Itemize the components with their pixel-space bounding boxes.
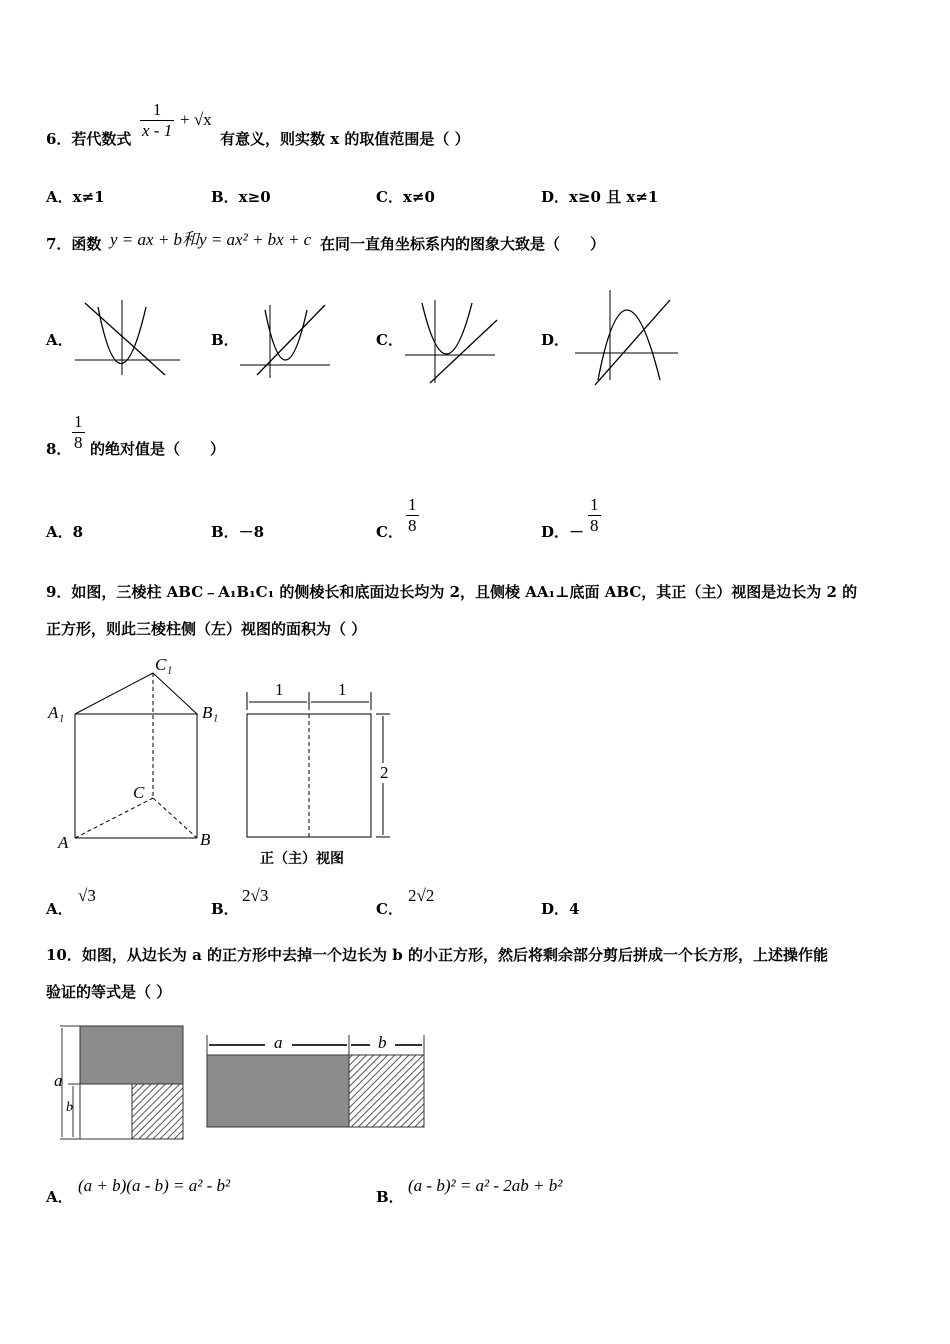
q9-front-view-figure bbox=[240, 680, 400, 840]
q6-fraction-den: x - 1 bbox=[142, 121, 173, 140]
q6-option-a[interactable]: A．x≠1 bbox=[46, 188, 105, 206]
q8-option-a[interactable]: A．8 bbox=[46, 523, 84, 541]
q9-dim-2: 2 bbox=[380, 763, 389, 782]
q8-text: 的绝对值是（ ） bbox=[90, 440, 226, 458]
q10-label-a-right: a bbox=[274, 1033, 283, 1052]
q7-option-a[interactable]: A． bbox=[46, 331, 73, 349]
q9-option-b-value: 2√3 bbox=[242, 886, 269, 905]
q7-option-c[interactable]: C． bbox=[376, 331, 403, 349]
q7-graph-b bbox=[235, 300, 335, 380]
q9-option-c-value: 2√2 bbox=[408, 886, 435, 905]
q8-option-c[interactable]: C． bbox=[376, 523, 403, 541]
q7-number: 7．函数 bbox=[46, 235, 102, 253]
q7-text: 在同一直角坐标系内的图象大致是（ ） bbox=[320, 235, 606, 253]
q6-option-c[interactable]: C．x≠0 bbox=[376, 188, 435, 206]
q9-label-c1: C₁ bbox=[155, 655, 173, 674]
q8-fraction-den: 8 bbox=[74, 433, 83, 452]
q6-fraction-num: 1 bbox=[152, 100, 162, 119]
q9-option-b[interactable]: B． bbox=[211, 900, 239, 918]
q8-fraction-num: 1 bbox=[74, 412, 83, 431]
q9-line1: 9．如图，三棱柱 ABC﹣A₁B₁C₁ 的侧棱长和底面边长均为 2，且侧棱 AA₁⊥底面 ABC，其正（主）视图是边长为 2 的 bbox=[46, 583, 858, 601]
q10-option-a[interactable]: A． bbox=[46, 1188, 73, 1206]
q10-rectangle-figure bbox=[200, 1030, 430, 1130]
q9-dim-1a: 1 bbox=[275, 680, 284, 699]
q6-text: 有意义，则实数 x 的取值范围是（ ） bbox=[220, 130, 470, 148]
q9-label-c: C bbox=[133, 783, 145, 802]
q10-option-b[interactable]: B． bbox=[376, 1188, 404, 1206]
q7-graph-c bbox=[400, 295, 500, 385]
q8-c-den: 8 bbox=[408, 516, 417, 535]
q8-c-num: 1 bbox=[408, 495, 417, 514]
q6-option-d[interactable]: D．x≥0 且 x≠1 bbox=[541, 188, 659, 206]
q10-label-a-left: a bbox=[54, 1071, 63, 1090]
q9-label-a1: A₁ bbox=[48, 703, 65, 722]
q8-option-d[interactable]: D．－ bbox=[541, 523, 585, 541]
q10-label-b-right: b bbox=[378, 1033, 387, 1052]
q6-option-b[interactable]: B．x≥0 bbox=[211, 188, 271, 206]
q9-option-a-value: √3 bbox=[78, 886, 96, 905]
q9-line2: 正方形，则此三棱柱侧（左）视图的面积为（ ） bbox=[46, 620, 367, 638]
q8-option-b[interactable]: B．－8 bbox=[211, 523, 265, 541]
q10-option-b-value: (a - b)² = a² - 2ab + b² bbox=[408, 1176, 563, 1195]
q8-d-num: 1 bbox=[590, 495, 599, 514]
q9-figure-caption: 正（主）视图 bbox=[260, 851, 344, 867]
q6-number: 6．若代数式 bbox=[46, 130, 132, 148]
q8-number: 8． bbox=[46, 440, 72, 458]
q10-square-figure bbox=[50, 1022, 190, 1144]
q7-graph-a bbox=[70, 295, 185, 380]
q9-dim-1b: 1 bbox=[338, 680, 347, 699]
q9-label-b1: B₁ bbox=[202, 703, 219, 722]
q9-option-a[interactable]: A． bbox=[46, 900, 73, 918]
q9-label-a: A bbox=[58, 833, 69, 852]
q9-option-c[interactable]: C． bbox=[376, 900, 403, 918]
q7-option-d[interactable]: D． bbox=[541, 331, 570, 349]
q6-fraction bbox=[140, 100, 174, 141]
q8-option-c-fraction bbox=[406, 495, 419, 536]
q8-fraction bbox=[72, 412, 85, 453]
q10-line1: 10．如图，从边长为 a 的正方形中去掉一个边长为 b 的小正方形，然后将剩余部分剪后拼成一个长方形，上述操作能 bbox=[46, 946, 828, 964]
q8-d-den: 8 bbox=[590, 516, 599, 535]
q10-line2: 验证的等式是（ ） bbox=[46, 983, 172, 1001]
q10-option-a-value: (a + b)(a - b) = a² - b² bbox=[78, 1176, 231, 1195]
q8-option-d-fraction bbox=[588, 495, 601, 536]
q9-option-d[interactable]: D．4 bbox=[541, 900, 580, 918]
q7-graph-d bbox=[570, 285, 680, 390]
q6-sqrt: + √x bbox=[180, 110, 212, 129]
q9-label-b: B bbox=[200, 830, 211, 849]
q7-option-b[interactable]: B． bbox=[211, 331, 239, 349]
q10-label-b-left: b bbox=[66, 1100, 73, 1115]
q7-expr: y = ax + b和y = ax² + bx + c bbox=[110, 230, 312, 249]
q9-prism-figure bbox=[45, 655, 235, 855]
